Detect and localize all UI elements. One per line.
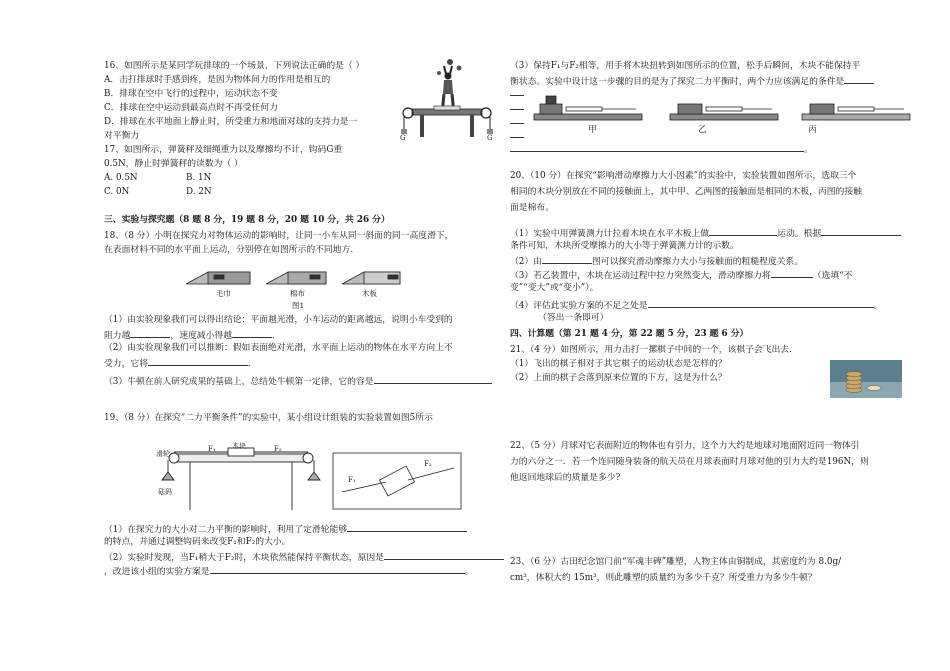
fig1-label-wood: 木板 xyxy=(362,289,377,298)
q20-part4-note: （答出一条即可） xyxy=(538,313,609,323)
q18-part2-line2: 受力，它将 ． xyxy=(104,356,257,370)
rotated-fig-f1: F₁ xyxy=(348,476,356,484)
q17-stem-cont: 0.5N，静止时弹簧秤的读数为（ ） xyxy=(104,159,243,169)
q21-stem: 21、（4 分）如图所示，用力击打一摞棋子中间的一个，该棋子会飞出去． xyxy=(510,345,798,355)
section3-heading: 三、实验与探究题（8 题 8 分，19 题 8 分，20 题 10 分，共 26 分） xyxy=(104,215,390,225)
q23-stem: 23、（6 分）古田纪念馆门前“军魂丰碑”雕塑，人物主体由铜制成，其密度约为 8.0g/ xyxy=(510,557,842,567)
q20-stem-line3: 面是棉布。 xyxy=(510,203,554,213)
q23-stem-line2: cm³，体积大约 15m³，则此雕塑的质量约为多少千克？所受重力为多少牛顿？ xyxy=(510,573,817,583)
fig1-label-towel: 毛巾 xyxy=(216,289,231,298)
q17-option-d: D. 2N xyxy=(186,187,212,197)
q22-stem-line2: 力的六分之一．若一个连同随身装备的航天员在月球表面时月球对他的引力大约是196N，则 xyxy=(510,457,869,467)
q20-part3-line2: 变”“变大”或“变小”）。 xyxy=(510,283,599,293)
q18-part3: （3）牛顿在前人研究成果的基础上，总结处牛顿第一定律，它的容是 xyxy=(104,374,492,388)
q20-stem: 20、（10 分）在探究“影响滑动摩擦力大小因素”的实验中，实验装置如图所示，选取三个 xyxy=(510,171,857,181)
fig1-caption: 图1 xyxy=(292,301,305,310)
answer-blank xyxy=(510,128,524,138)
q21-part2: （2）上面的棋子会落到原来位置的下方，这是为什么？ xyxy=(510,373,727,383)
q16-option-b: B．排球在空中飞行的过程中，运动状态不变 xyxy=(104,89,278,99)
q20-part4: （4）评估此实验方案的不足之处是 。 xyxy=(510,298,882,312)
q19-part1: （1）在探究力的大小对二力平衡的影响时，利用了定滑轮能够 xyxy=(104,522,467,536)
q18-part1: （1）由实验现象我们可以得出结论：平面越光滑，小车运动的距离越远，说明小车受到的 xyxy=(104,315,453,325)
q19-part2: （2）实验时发现，当F₁稍大于F₂时，木块依然能保持平衡状态，原因是 xyxy=(104,550,504,564)
q16-option-c: C．排球在空中运动到最高点时不再受任何力 xyxy=(104,103,278,113)
q16-option-d-cont: 对平衡力 xyxy=(104,131,140,141)
fig-label-weight: 砝码 xyxy=(158,488,172,496)
fig-label-block: 木块 xyxy=(232,442,246,450)
fig1-label-cotton: 棉布 xyxy=(290,289,305,298)
q19-part1-line2: 的特点，并通过调整钩码来改变F₁和F₂的大小。 xyxy=(104,537,291,547)
q20-part2: （2）由 图可以探究滑动摩擦力大小与接触面的粗糙程度关系。 xyxy=(510,254,803,268)
rotated-fig-f2: F₂ xyxy=(424,460,432,468)
q19-part2-line2: ，改进该小组的实验方案是 。 xyxy=(104,564,473,578)
fig-label-yi: 乙 xyxy=(698,125,707,135)
q18-part1-line2: 阻力越 ，速度减小得越 ． xyxy=(104,328,281,342)
q16-option-a: A．击打排球时手感到疼，是因为物体间力的作用是相互的 xyxy=(104,75,331,85)
fig-label-jia: 甲 xyxy=(588,125,597,135)
q17-stem: 17、如图所示，弹簧秤及细绳重力以及摩擦均不计，钩码G重 xyxy=(104,145,343,155)
q19-stem: 19、（8 分）在探究“二力平衡条件”的实验中，某小组设计组装的实验装置如图5所示 xyxy=(104,413,433,423)
q20-stem-line2: 相同的木块分别放在不同的接触面上，其中甲、乙两图的接触面是相同的木板，丙图的接触 xyxy=(510,187,862,197)
q22-stem-line3: 他返回地球后的质量是多少? xyxy=(510,473,621,483)
q20-part1: （1）实验中用弹簧测力计拉着木块在水平木板上做 运动。根据 xyxy=(510,226,901,240)
q21-part1: （1）飞出的棋子相对于其它棋子的运动状态是怎样的？ xyxy=(510,359,727,369)
fig-label-pulley: 滑轮 xyxy=(156,450,170,458)
q22-stem: 22、（5 分）月球对它表面附近的物体也有引力，这个力大约是地球对地面附近同一物体引 xyxy=(510,441,860,451)
q17-option-c: C. 0N xyxy=(104,187,130,197)
answer-blank xyxy=(510,100,524,110)
section4-heading: 四、计算题（第 21 题 4 分，第 22 题 5 分，23 题 6 分） xyxy=(510,329,749,339)
q18-stem: 18、（8 分）小明在探究力对物体运动的影响时，让同一小车从同一斜面的同一高度滑下， xyxy=(104,231,454,241)
answer-blank xyxy=(510,114,524,124)
fig-label-f2: F₂ xyxy=(274,445,282,453)
q16-stem: 16、如图所示是某同学玩排球的一个场景，下列说法正确的是（ ） xyxy=(104,61,365,71)
q20-part3: （3）若乙装置中，木块在运动过程中拉力突然变大，滑动摩擦力将 （选填“不 xyxy=(510,268,852,282)
spring-scale-table-figure xyxy=(400,105,495,147)
stacked-checkers-photo xyxy=(830,360,902,398)
q17-option-b: B. 1N xyxy=(186,173,212,183)
q17-option-a: A. 0.5N xyxy=(104,173,138,183)
q16-option-d: D．排球在水平地面上静止时，所受重力和地面对球的支持力是一 xyxy=(104,117,358,127)
q20-part1-line2: 条件可知，木块所受摩擦力的大小等于弹簧测力计的示数。 xyxy=(510,241,739,251)
weight-g-label-right: G xyxy=(487,134,493,142)
q18-stem-cont: 在表面材料不同的水平面上运动，分别停在如图所示的不同地方． xyxy=(104,245,360,255)
fig-label-bing: 丙 xyxy=(808,125,817,135)
weight-g-label-left: G xyxy=(400,134,406,142)
answer-blank xyxy=(510,86,524,96)
q19-part3-line2: 衡状态。实验中设计这一步骤的目的是为了探究二力平衡时，两个力应该满足的条件是 xyxy=(510,74,874,88)
q19-part3: （3）保持F₁与F₂相等，用手将木块扭转到如图所示的位置，松手后瞬间，木块不能保持平 xyxy=(510,61,861,71)
fig-label-f1: F₁ xyxy=(208,445,216,453)
q18-part2: （2）由实验现象我们可以推断：假如表面绝对光滑，水平面上运动的物体在水平方向上不 xyxy=(104,343,453,353)
q19-part3-answer: 。 xyxy=(510,142,813,156)
